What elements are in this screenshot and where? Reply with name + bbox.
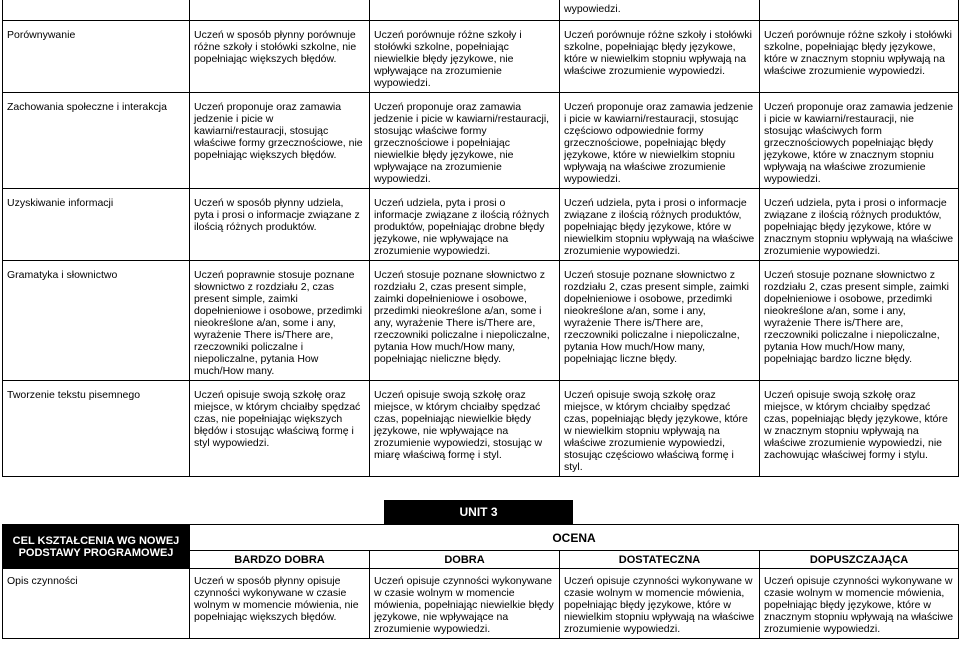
table-cell: Uczeń udziela, pyta i prosi o informacje związane z ilością różnych produktów, popełniając drobne błędy językowe, nie wpływające na zrozumienie wypowiedzi. xyxy=(370,189,560,261)
table-cell: Uczeń opisuje swoją szkołę oraz miejsce, w którym chciałby spędzać czas, popełniając niewielkie błędy językowe, nie wpływające na zrozumienie wypowiedzi, stosując w miarę właściwą formę i styl. xyxy=(370,381,560,477)
table-cell: Uczeń porównuje różne szkoły i stołówki szkolne, popełniając niewielkie błędy językowe, nie wpływające na zrozumienie wypowiedzi. xyxy=(370,21,560,93)
table-cell: Uczeń stosuje poznane słownictwo z rozdziału 2, czas present simple, zaimki dopełnieniowe i osobowe, przedimki nieokreślone a/an, some i any, wyrażenie There is/There are, rzeczowniki policzalne i niepoliczalne, pytania How much/How many, popełniając nieliczne błędy. xyxy=(370,261,560,381)
table-cell: Uczeń w sposób płynny porównuje różne szkoły i stołówki szkolne, nie popełniając większych błędów. xyxy=(190,21,370,93)
row-category: Zachowania społeczne i interakcja xyxy=(3,93,190,189)
grade-table xyxy=(2,524,959,639)
table-cell xyxy=(190,261,370,381)
table-cell: Uczeń opisuje swoją szkołę oraz miejsce, w którym chciałby spędzać czas, nie popełniając większych błędów i stosując właściwą formę i styl wypowiedzi. xyxy=(190,381,370,477)
grade-label: BARDZO DOBRA xyxy=(190,551,370,569)
table-cell xyxy=(760,0,959,21)
table-cell: Uczeń stosuje poznane słownictwo z rozdziału 2, czas present simple, zaimki dopełnieniowe i osobowe, przedimki nieokreślone a/an, some i any, wyrażenie There is/There are, rzeczowniki policzalne i niepoliczalne, pytania How much/How many, popełniając bardzo liczne błędy. xyxy=(760,261,959,381)
table-cell: Uczeń porównuje różne szkoły i stołówki szkolne, popełniając błędy językowe, które w znacznym stopniu wpływają na właściwe zrozumienie wypowiedzi. xyxy=(760,21,959,93)
table-cell: Uczeń proponuje oraz zamawia jedzenie i picie w kawiarni/restauracji, nie stosując właściwych form grzecznościowych popełniając błędy językowe, które w znacznym stopniu wpływają na właściwe zrozumienie wypowiedzi. xyxy=(760,93,959,189)
table-row xyxy=(3,381,959,477)
row-category: Porównywanie xyxy=(3,21,190,93)
table-cell: Uczeń opisuje czynności wykonywane w czasie wolnym w momencie mówienia, popełniając niewielkie błędy językowe, nie wpływające na zrozumienie wypowiedzi. xyxy=(370,569,560,639)
table-cell: Uczeń proponuje oraz zamawia jedzenie i picie w kawiarni/restauracji, stosując właściwe formy grzecznościowe, nie popełniając większych błędów. xyxy=(190,93,370,189)
table-cell xyxy=(370,0,560,21)
unit-title: UNIT 3 xyxy=(384,500,573,524)
table-row xyxy=(3,569,959,639)
table-cell xyxy=(3,0,190,21)
table-cell: Uczeń opisuje swoją szkołę oraz miejsce, w którym chciałby spędzać czas, popełniając błędy językowe, które w niewielkim stopniu wpływają na właściwe zrozumienie wypowiedzi, stosując częściowo właściwą formę i styl. xyxy=(560,381,760,477)
table-row xyxy=(3,21,959,93)
table-row xyxy=(3,0,959,21)
grade-label: DOSTATECZNA xyxy=(560,551,760,569)
ocena-header: OCENA xyxy=(190,525,959,551)
table-cell xyxy=(190,0,370,21)
criteria-table xyxy=(2,0,959,477)
table-cell: Uczeń proponuje oraz zamawia jedzenie i picie w kawiarni/restauracji, stosując częściowo odpowiednie formy grzecznościowe, popełniając błędy językowe, które w niewielkim stopniu wpływają na właściwe zrozumienie wypowiedzi. xyxy=(560,93,760,189)
learning-goal-header: CEL KSZTAŁCENIA WG NOWEJ PODSTAWY PROGRAMOWEJ xyxy=(3,525,190,569)
row-category: Uzyskiwanie informacji xyxy=(3,189,190,261)
table-row xyxy=(3,189,959,261)
table-cell: Uczeń udziela, pyta i prosi o informacje związane z ilością różnych produktów, popełniając błędy językowe, które w niewielkim stopniu wpływają na właściwe zrozumienie wypowiedzi. xyxy=(560,189,760,261)
table-cell: Uczeń porównuje różne szkoły i stołówki szkolne, popełniając błędy językowe, które w niewielkim stopniu wpływają na właściwe zrozumienie wypowiedzi. xyxy=(560,21,760,93)
table-cell: Uczeń proponuje oraz zamawia jedzenie i picie w kawiarni/restauracji, stosując właściwe formy grzecznościowe i popełniając niewielkie błędy językowe, nie wpływające na zrozumienie wypowiedzi. xyxy=(370,93,560,189)
table-cell: Uczeń stosuje poznane słownictwo z rozdziału 2, czas present simple, zaimki dopełnieniowe i osobowe, przedimki nieokreślone a/an, some i any, wyrażenie There is/There are, rzeczowniki policzalne i niepoliczalne, pytania How much/How many, popełniając liczne błędy. xyxy=(560,261,760,381)
table-cell: Uczeń opisuje czynności wykonywane w czasie wolnym w momencie mówienia, popełniając błędy językowe, które w niewielkim stopniu wpływają na właściwe zrozumienie wypowiedzi. xyxy=(560,569,760,639)
table-cell: Uczeń opisuje czynności wykonywane w czasie wolnym w momencie mówienia, popełniając błędy językowe, które w znacznym stopniu wpływają na właściwe zrozumienie wypowiedzi. xyxy=(760,569,959,639)
table-row xyxy=(3,525,959,551)
table-cell: Uczeń opisuje swoją szkołę oraz miejsce, w którym chciałby spędzać czas, popełniając błędy językowe, które w znacznym stopniu wpływają na właściwe zrozumienie wypowiedzi, nie zachowując właściwej formy i stylu. xyxy=(760,381,959,477)
grade-label: DOPUSZCZAJĄCA xyxy=(760,551,959,569)
table-row xyxy=(3,93,959,189)
table-cell: Uczeń udziela, pyta i prosi o informacje związane z ilością różnych produktów, popełniając błędy językowe, które w znacznym stopniu wpływają na właściwe zrozumienie wypowiedzi. xyxy=(760,189,959,261)
row-category: Opis czynności xyxy=(3,569,190,639)
table-cell: wypowiedzi. xyxy=(560,0,760,21)
cell-text: Uczeń poprawnie stosuje poznane słownictwo z rozdziału 2, czas present simple, zaimki dopełnieniowe i osobowe, przedimki nieokreślone a/an, some i any, wyrażenie There is/There are, rzeczowniki policzalne i niepoliczalne, pytania How much/How many. xyxy=(194,269,363,377)
table-cell: Uczeń w sposób płynny opisuje czynności wykonywane w czasie wolnym w momencie mówienia, nie popełniając większych błędów. xyxy=(190,569,370,639)
row-category: Gramatyka i słownictwo xyxy=(3,261,190,381)
grade-label: DOBRA xyxy=(370,551,560,569)
table-cell: Uczeń w sposób płynny udziela, pyta i prosi o informacje związane z ilością różnych produktów. xyxy=(190,189,370,261)
table-row xyxy=(3,261,959,381)
row-category: Tworzenie tekstu pisemnego xyxy=(3,381,190,477)
